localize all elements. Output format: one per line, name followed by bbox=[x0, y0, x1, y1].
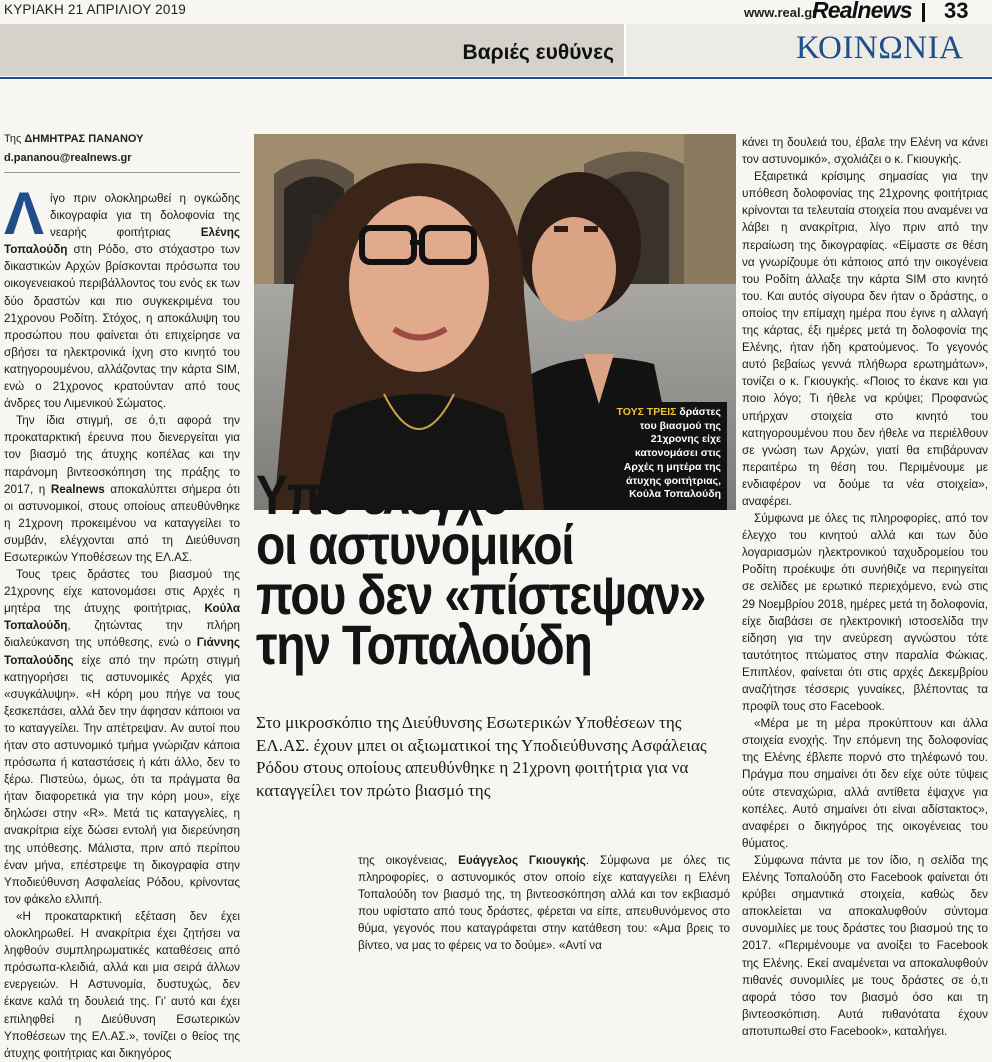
page-number: 33 bbox=[944, 0, 969, 23]
paragraph bbox=[4, 566, 240, 908]
website-url[interactable]: www.real.gr bbox=[744, 5, 818, 20]
page-number-separator bbox=[922, 3, 925, 22]
text-run: αποκαλύπτει σήμερα ότι οι αστυνομικοί, στους οποίους απευθύνθηκε η 21χρονη προκειμένου να καταγγείλει το συμβάν, ελέγχονται από τη Διεύθυνση Εσωτερικών Υποθέσεων της ΕΛ.ΑΣ. bbox=[4, 482, 240, 564]
headline-line: οι αστυνομικοί bbox=[256, 513, 574, 576]
article-deck: Στο μικροσκόπιο της Διεύθυνσης Εσωτερικών Υποθέσεων της ΕΛ.ΑΣ. έχουν μπει οι αξιωματικοί της Υποδιεύθυνσης Ασφάλειας Ρόδου στους οποίους απευθύνθηκε η 21χρονη φοιτήτρια για να καταγγείλει τον πρώτο βιασμό της bbox=[256, 713, 707, 800]
byline-rule bbox=[4, 172, 240, 173]
text-run: Την ίδια στιγμή, σε ό,τι αφορά την προκαταρκτική έρευνα που διενεργείται για τον βιασμό της άτυχης κοπέλας και την παράνομη βιντεοσκόπηση της πράξης το 2017, η bbox=[4, 414, 240, 496]
caption-text: δράστες του βιασμού της 21χρονης είχε κατονομάσει στις Αρχές η μητέρα της άτυχης φοιτήτριας, Κούλα Τοπαλούδη bbox=[623, 406, 721, 501]
section-rule bbox=[0, 77, 992, 79]
headline-line: Υπό έλεγχο bbox=[256, 463, 509, 526]
text-run: Τους τρεις δράστες του βιασμού της 21χρονης είχε κατονομάσει στις Αρχές η μητέρα της άτυχης φοιτήτριας, bbox=[4, 568, 240, 616]
headline bbox=[256, 463, 706, 676]
brand-logo-news: news bbox=[857, 0, 912, 23]
headline-line: που δεν «πίστεψαν» bbox=[256, 563, 706, 626]
text-run-bold: Realnews bbox=[50, 482, 105, 496]
paragraph bbox=[358, 852, 730, 955]
section-name: ΚΟΙΝΩΝΙΑ bbox=[796, 30, 964, 66]
caption-lead: ΤΟΥΣ ΤΡΕΙΣ bbox=[616, 406, 677, 418]
byline-prefix: Της bbox=[4, 133, 25, 145]
paragraph: κάνει τη δουλειά του, έβαλε την Ελένη να κάνει τον αστυνομικό», σχολιάζει ο κ. Γκιουγκής. bbox=[742, 136, 988, 167]
issue-date: ΚΥΡΙΑΚΗ 21 ΑΠΡΙΛΙΟΥ 2019 bbox=[4, 2, 186, 17]
paragraph bbox=[4, 180, 240, 412]
paragraph: «Μέρα με τη μέρα προκύπτουν και άλλα στοιχεία ενοχής. Την επόμενη της δολοφονίας της Ελένης έβλεπε πορνό στο τηλέφωνό του. Πράγμα που σημαίνει ότι δεν είχε ούτε τύψεις ούτε στεναχώρια, αλλά αντίθετα έψαχνε για κοπέλες. Αυτό σημαίνει ότι είναι αδίστακτος», αναφέρει ο δικηγόρος της οικογένειας του θύματος. bbox=[742, 717, 988, 850]
byline bbox=[4, 133, 144, 145]
article-column-2 bbox=[358, 852, 730, 955]
headline-line: την Τοπαλούδη bbox=[256, 613, 592, 676]
text-run-bold: Ελένης Τοπαλούδη bbox=[4, 226, 240, 257]
drop-cap: Λ bbox=[4, 180, 45, 247]
text-run: στη Ρόδο, στο στόχαστρο των δικαστικών Αρχών βρίσκονται πρόσωπα του οικογενειακού περιβάλλοντος του ενός εκ των δύο δραστών και πιο συγκεκριμένα του 21χρονου Ροδίτη. Στόχος, η αποκάλυψη του προσώπου που φαίνεται ότι επιχείρησε να σβήσει τα ηλεκτρονικά ίχνη στο κινητό του κατηγορουμένου, αλλάζοντας την κάρτα SIM, ενώ ο 21χρονος κρατούνταν από τους άνδρες του Λιμενικού Σώματος. bbox=[4, 243, 240, 411]
rubric-label: Βαριές ευθύνες bbox=[462, 41, 614, 64]
text-run: ίγο πριν ολοκληρωθεί η ογκώδης δικογραφία για τη δολοφονία της νεαρής φοιτήτριας bbox=[50, 192, 240, 240]
byline-author: ΔΗΜΗΤΡΑΣ ΠΑΝΑΝΟΥ bbox=[24, 133, 144, 145]
text-run: είχε από την πρώτη στιγμή κατηγορήσει τις αστυνομικές Αρχές για «συγκάλυψη». «Η κόρη μου πήγε να τους ξεσκεπάσει, αλλά δεν την άφησαν κάποιοι να το καταγγείλει. Την απέτρεψαν. Αν αυτοί που ήταν στο αστυνομικό τμήμα γνώριζαν κάποια πρόσωπα ή καταστάσεις ή κάτι άλλο, δεν το ξέρω. Πιστεύω, όμως, ότι τα πράγματα θα ήταν διαφορετικά για την κόρη μου», είχε δηλώσει στην «R». Μετά τις καταγγελίες, η ανακρίτρια είχε δώσει εντολή για διερεύνηση της υπόθεσης. Μάλιστα, πριν από περίπου έναν μήνα, επέστρεψε τη δικογραφία στην Υποδιεύθυνση Ασφαλείας Ρόδου, κρίνοντας τον φάκελο ελλιπή. bbox=[4, 653, 240, 906]
text-run-bold: Γιάννης Τοπαλούδης bbox=[4, 636, 240, 667]
author-email[interactable]: d.pananou@realnews.gr bbox=[4, 152, 132, 164]
paragraph bbox=[4, 412, 240, 566]
text-run: . Σύμφωνα με όλες τις πληροφορίες, ο αστυνομικός στον οποίο είχε καταγγείλει η Ελένη Τοπαλούδη τον βιασμό της, τη βιντεοσκόπηση αλλά και τον εκβιασμό που υφίστατο από τους δράστες, φέρεται να είπε, απευθυνόμενος στο θύμα, γεγονός που καταγράφεται στην κατάθεση του: «Αμα βρεις το βίντεο, να μας το φέρεις να το δούμε». «Αντί να bbox=[358, 854, 730, 953]
article-column-1 bbox=[4, 180, 240, 1062]
text-run: της οικογένειας, bbox=[358, 854, 459, 867]
text-run-bold: Κούλα Τοπαλούδη bbox=[4, 602, 240, 633]
text-run: , ζητώντας την πλήρη διαλεύκανση της υπόθεσης, ενώ ο bbox=[4, 619, 240, 650]
paragraph: Εξαιρετικά κρίσιμης σημασίας για την υπόθεση δολοφονίας της 21χρονης φοιτήτριας κρίνονται τα τελευταία στοιχεία που αναμένει να λάβει η ανακρίτρια, λίγο πριν από την περαίωση της δικογραφίας. «Είμαστε σε θέση να γνωρίζουμε ότι κάποιος από την οικογένεια του Ροδίτη άλλαξε την κάρτα SIM στο κινητό του. Και αυτός σίγουρα δεν ήταν ο δράστης, ο οποίος την επίμαχη ημέρα που έγινε η αλλαγή της κάρτας, έξι ημέρες μετά τη δολοφονία της Ελένης, ήταν ήδη κρατούμενος. Το γεγονός αυτό βεβαίως γεννά πλήθωρα ερωτημάτων», τονίζει ο κ. Γκιουγκής. «Ποιος το έκανε και για ποιο λόγο; Τι ήθελε να κρύψει; Προφανώς υπήρχαν στοιχεία στο κινητό του κατηγορουμένου που δεν ήθελε να περιέλθουν σε γνώση των Αρχών, γιατί θα επιβάρυναν περαιτέρω τη θέση του. Περιμένουμε με ενδιαφέρον να δούμε τα νέα στοιχεία», αναφέρει. bbox=[742, 170, 988, 508]
text-run-bold: Ευάγγελος Γκιουγκής bbox=[458, 854, 586, 867]
brand-logo bbox=[812, 0, 912, 24]
article-column-3 bbox=[742, 134, 988, 1040]
paragraph: Σύμφωνα πάντα με τον ίδιο, η σελίδα της Ελένης Τοπαλούδη στο Facebook φαίνεται ότι κρύβει σημαντικά στοιχεία, καθώς δεν αποκλείεται να αποκαλυφθούν σύντομα συνομιλίες με τους δράστες του βιασμού της το 2017. «Περιμένουμε να ανοίξει το Facebook της Ελένης. Εκεί αναμένεται να αποκαλυφθούν πιθανές συνομιλίες με τους δράστες σε ό,τι αφορά τόσο τον βιασμό όσο και τη βιντεοσκόπιση. Αυτά πιθανότατα έχουν αποτυπωθεί στο Facebook», καταλήγει. bbox=[742, 853, 988, 1038]
paragraph: «Η προκαταρκτική εξέταση δεν έχει ολοκληρωθεί. Η ανακρίτρια έχει ζητήσει να ληφθούν συμπληρωματικές καταθέσεις από πρόσωπα-κλειδιά, αλλά και μια σειρά άλλων ενεργειών. Η Αστυνομία, δυστυχώς, δεν έκανε καλά τη δουλειά της. Γι’ αυτό και έχει επιληφθεί η Διεύθυνση Εσωτερικών Υποθέσεων της ΕΛ.ΑΣ.», τονίζει ο θείος της άτυχης φοιτήτριας και δικηγόρος bbox=[4, 909, 240, 1060]
brand-logo-real: Real bbox=[812, 0, 858, 23]
paragraph: Σύμφωνα με όλες τις πληροφορίες, από τον έλεγχο του κινητού αλλά και των δύο λογαριασμών ηλεκτρονικού ταχυδρομείου του Ροδίτη προέκυψε ότι συνήθιζε να περιηγείται σε σελίδες με ερωτικό περιεχόμενο, ενώ στις 29 Νοεμβρίου 2018, ημέρες μετά τη δολοφονία, είχε διαβάσει σε ηλεκτρονική ιστοσελίδα την είδηση για την ανεύρεση αγνώστου τότε ταυτότητος πτώματος στην παραλία Φώκιας. Επιπλέον, φαίνεται ότι στις αρχές Δεκεμβρίου αναζήτησε τέσσερις γυναίκες, βλέποντας τα προφίλ τους στο Facebook. bbox=[742, 512, 988, 714]
